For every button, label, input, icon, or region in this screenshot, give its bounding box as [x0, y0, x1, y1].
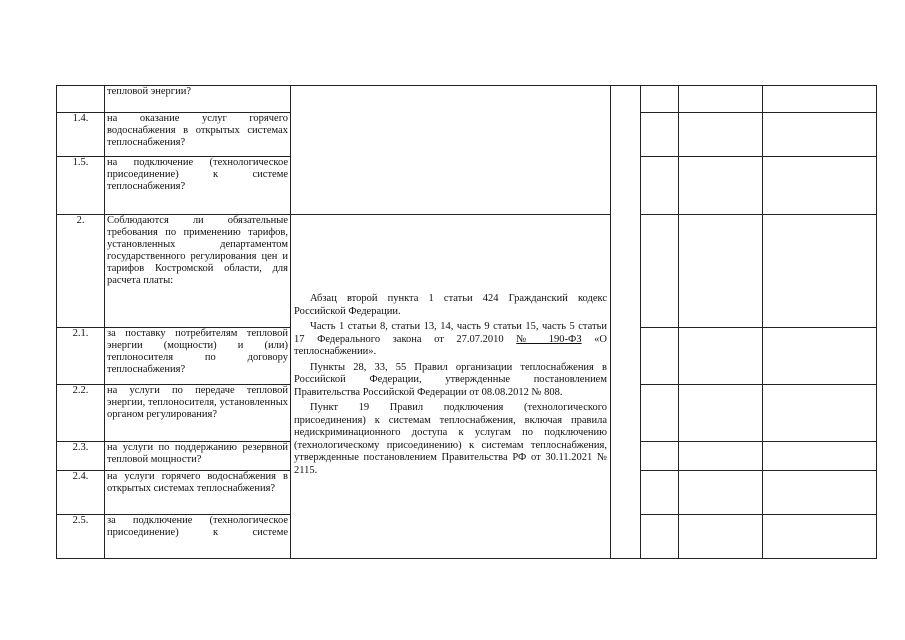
blank-cell	[679, 157, 763, 215]
legal-basis-paragraph: Пункт 19 Правил подключения (технологического присоединения) к системам теплоснабжения, включая правила недискриминационного доступа к услугам по подключению (технологическому присоединению) к системам теплоснабжения, утвержденные постановлением Правительства РФ от 30.11.2021 № 2115.	[294, 402, 607, 476]
blank-cell	[679, 113, 763, 157]
legal-basis-paragraph: Абзац второй пункта 1 статьи 424 Гражданский кодекс Российской Федерации.	[294, 293, 607, 317]
row-number: 2.4.	[57, 471, 105, 515]
blank-cell	[763, 515, 877, 559]
blank-cell	[679, 215, 763, 328]
blank-cell	[763, 215, 877, 328]
blank-cell	[679, 328, 763, 385]
legal-basis-cell	[291, 215, 611, 559]
blank-cell	[611, 86, 641, 559]
row-number: 2.3.	[57, 442, 105, 471]
blank-cell	[679, 471, 763, 515]
question-cell: за подключение (технологическое присоединение) к системе	[105, 515, 291, 559]
blank-cell	[679, 442, 763, 471]
blank-cell	[679, 515, 763, 559]
row-number: 2.1.	[57, 328, 105, 385]
blank-cell	[763, 328, 877, 385]
blank-cell	[641, 385, 679, 442]
question-cell: Соблюдаются ли обязательные требования по применению тарифов, установленных департаментом государственного регулирования цен и тарифов Костромской области, для расчета платы:	[105, 215, 291, 328]
question-cell: на услуги по поддержанию резервной тепловой мощности?	[105, 442, 291, 471]
question-cell: на оказание услуг горячего водоснабжения в открытых системах теплоснабжения?	[105, 113, 291, 157]
legal-basis-paragraph	[294, 321, 607, 359]
legal-basis-text: Часть 1 статьи 8, статьи 13, 14, часть 9 статьи 15, часть 5 статьи 17 Федерального закона от 27.07.2010	[294, 321, 607, 345]
blank-cell	[641, 471, 679, 515]
table-row	[57, 86, 877, 113]
blank-cell	[641, 86, 679, 113]
table-row	[57, 215, 877, 328]
question-cell: на услуги по передаче тепловой энергии, теплоносителя, установленных органом регулирования?	[105, 385, 291, 442]
blank-cell	[763, 442, 877, 471]
blank-cell	[763, 86, 877, 113]
row-number: 2.	[57, 215, 105, 328]
blank-cell	[641, 442, 679, 471]
legal-basis-text: «О теплоснабжении».	[294, 333, 607, 357]
blank-cell	[763, 113, 877, 157]
row-number	[57, 86, 105, 113]
legal-basis-cell-next	[641, 515, 679, 559]
blank-cell	[763, 385, 877, 442]
blank-cell	[641, 215, 679, 328]
blank-cell	[679, 86, 763, 113]
row-number: 2.5.	[57, 515, 105, 559]
row-number: 1.4.	[57, 113, 105, 157]
row-number: 1.5.	[57, 157, 105, 215]
checklist-table	[56, 85, 877, 559]
question-cell: тепловой энергии?	[105, 86, 291, 113]
row-number: 2.2.	[57, 385, 105, 442]
blank-cell	[641, 113, 679, 157]
blank-cell	[641, 157, 679, 215]
blank-cell	[679, 385, 763, 442]
blank-cell	[763, 471, 877, 515]
blank-cell	[641, 328, 679, 385]
legal-basis-cell-previous	[291, 86, 611, 215]
question-cell: на подключение (технологическое присоединение) к системе теплоснабжения?	[105, 157, 291, 215]
blank-cell	[763, 157, 877, 215]
question-cell: на услуги горячего водоснабжения в открытых системах теплоснабжения?	[105, 471, 291, 515]
law-link[interactable]: № 190-ФЗ	[516, 333, 582, 345]
question-cell: за поставку потребителям тепловой энергии (мощности) и (или) теплоносителя по договору теплоснабжения?	[105, 328, 291, 385]
legal-basis-paragraph: Пункты 28, 33, 55 Правил организации теплоснабжения в Российской Федерации, утвержденные постановлением Правительства Российской Федерации от 08.08.2012 № 808.	[294, 361, 607, 398]
